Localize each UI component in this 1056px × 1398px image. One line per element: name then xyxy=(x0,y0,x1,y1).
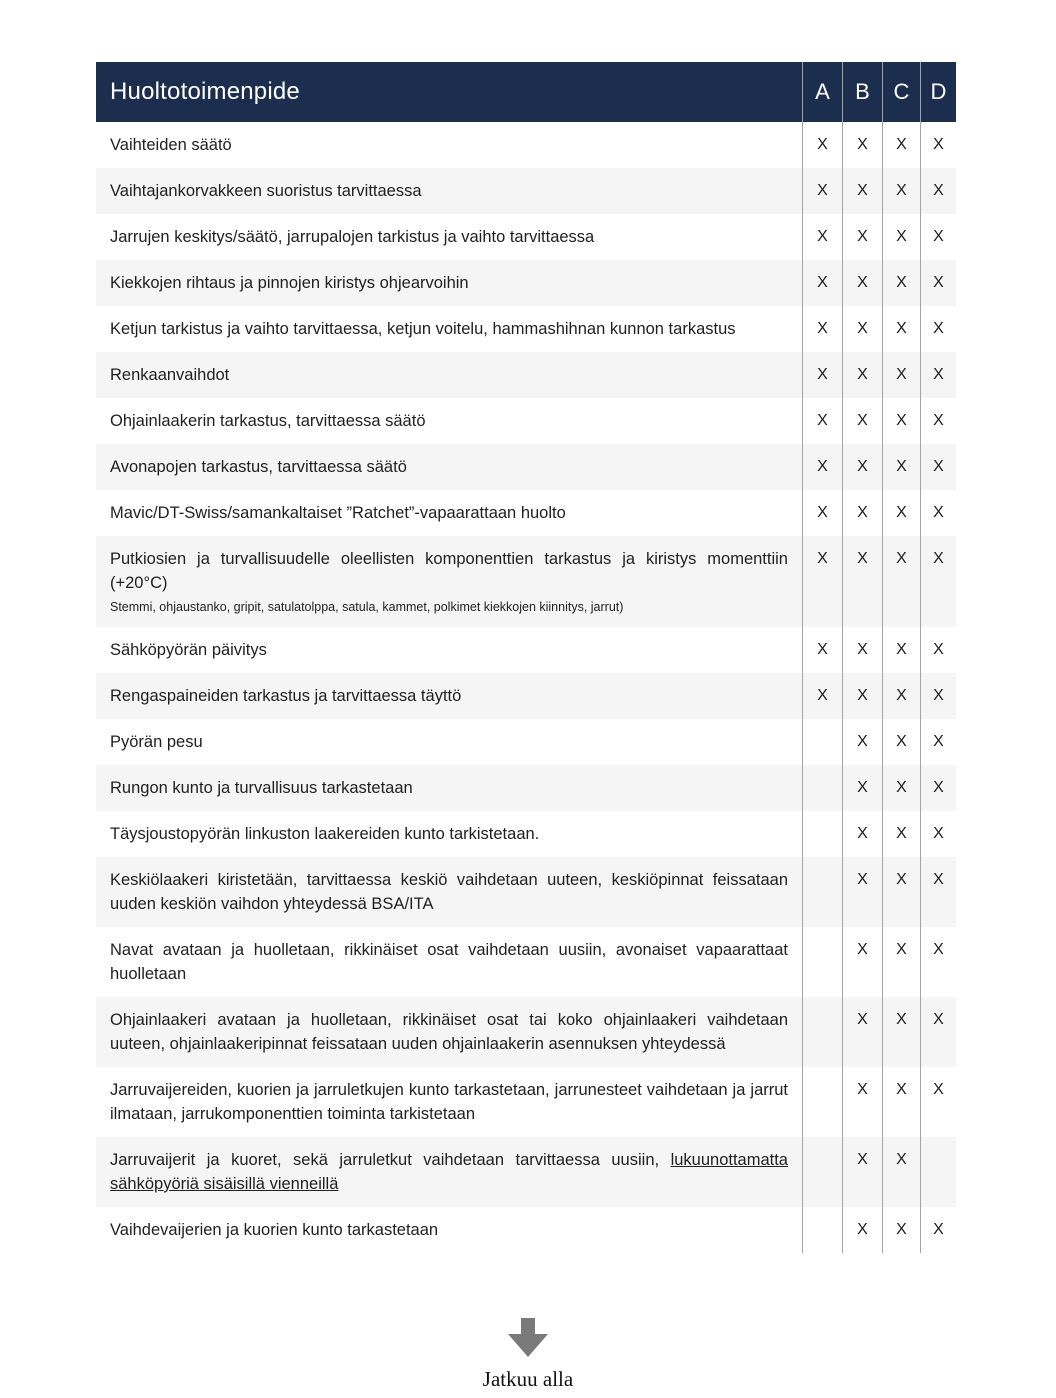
procedure-text: Renkaanvaihdot xyxy=(96,352,803,398)
mark-cell-c: X xyxy=(883,927,921,997)
mark-cell-a: X xyxy=(803,260,843,306)
mark-cell-c: X xyxy=(883,260,921,306)
mark-cell-c: X xyxy=(883,627,921,673)
mark-cell-b: X xyxy=(843,719,883,765)
column-header-b: B xyxy=(843,62,883,122)
down-arrow-icon xyxy=(506,1318,550,1358)
mark-cell-c: X xyxy=(883,122,921,168)
table-row xyxy=(96,444,956,490)
mark-cell-a: X xyxy=(803,536,843,627)
mark-cell-a: X xyxy=(803,352,843,398)
mark-cell-c: X xyxy=(883,997,921,1067)
mark-cell-c: X xyxy=(883,857,921,927)
procedure-text: Keskiölaakeri kiristetään, tarvittaessa keskiö vaihdetaan uuteen, keskiöpinnat feissataan uuden keskiön vaihdon yhteydessä BSA/ITA xyxy=(96,857,803,927)
mark-cell-b: X xyxy=(843,627,883,673)
procedure-text: Ohjainlaakeri avataan ja huolletaan, rikkinäiset osat tai koko ohjainlaakeri vaihdetaan uuteen, ohjainlaakeripinnat feissataan uuden ohjainlaakerin asennuksen yhteydessä xyxy=(96,997,803,1067)
mark-cell-b: X xyxy=(843,1207,883,1253)
mark-cell-d: X xyxy=(933,136,944,153)
procedure-text: Pyörän pesu xyxy=(96,719,803,765)
mark-cell-a: X xyxy=(803,214,843,260)
table-row xyxy=(96,1137,956,1207)
mark-cell-d: X xyxy=(933,641,944,658)
table-row xyxy=(96,1067,956,1137)
mark-cell-b: X xyxy=(843,857,883,927)
procedure-text: Mavic/DT-Swiss/samankaltaiset ”Ratchet”-vapaarattaan huolto xyxy=(96,490,803,536)
mark-cell-c: X xyxy=(883,214,921,260)
procedure-text: Täysjoustopyörän linkuston laakereiden kunto tarkistetaan. xyxy=(96,811,803,857)
column-header-a: A xyxy=(803,62,843,122)
table-row xyxy=(96,490,956,536)
procedure-text: Jarruvaijerit ja kuoret, sekä jarruletkut vaihdetaan tarvittaessa uusiin, lukuunottamatta sähköpyöriä sisäisillä vienneillä xyxy=(96,1137,803,1207)
mark-cell-d: X xyxy=(933,779,944,796)
column-header-d: D xyxy=(930,79,947,104)
mark-cell-d: X xyxy=(933,1011,944,1028)
footer xyxy=(0,1318,1056,1392)
mark-cell-c: X xyxy=(883,398,921,444)
mark-cell-a xyxy=(803,1207,843,1253)
mark-cell-c: X xyxy=(883,490,921,536)
mark-cell-b: X xyxy=(843,490,883,536)
mark-cell-b: X xyxy=(843,927,883,997)
procedure-text: Putkiosien ja turvallisuudelle oleellisten komponenttien tarkastus ja kiristys momenttiin (+20°C) Stemmi, ohjaustanko, gripit, satulatolppa, satula, kammet, polkimet kiekkojen kiinnitys, jarrut) xyxy=(96,536,803,627)
table-row xyxy=(96,627,956,673)
table-row xyxy=(96,214,956,260)
mark-cell-c: X xyxy=(883,811,921,857)
mark-cell-a: X xyxy=(803,168,843,214)
procedure-text: Vaihdevaijerien ja kuorien kunto tarkastetaan xyxy=(96,1207,803,1253)
table-row xyxy=(96,997,956,1067)
mark-cell-b: X xyxy=(843,306,883,352)
mark-cell-d: X xyxy=(933,687,944,704)
mark-cell-c: X xyxy=(883,673,921,719)
mark-cell-a: X xyxy=(803,673,843,719)
table-row xyxy=(96,168,956,214)
table-row xyxy=(96,398,956,444)
mark-cell-a: X xyxy=(803,490,843,536)
mark-cell-a: X xyxy=(803,444,843,490)
mark-cell-c: X xyxy=(883,1207,921,1253)
table-row xyxy=(96,811,956,857)
mark-cell-d: X xyxy=(933,1221,944,1238)
mark-cell-b: X xyxy=(843,765,883,811)
mark-cell-b: X xyxy=(843,352,883,398)
mark-cell-a xyxy=(803,997,843,1067)
table-row xyxy=(96,260,956,306)
procedure-text: Navat avataan ja huolletaan, rikkinäiset osat vaihdetaan uusiin, avonaiset vapaarattaat huolletaan xyxy=(96,927,803,997)
continue-label: Jatkuu alla xyxy=(482,1367,574,1391)
table-row xyxy=(96,765,956,811)
mark-cell-d: X xyxy=(933,550,944,567)
procedure-note: Stemmi, ohjaustanko, gripit, satulatolppa, satula, kammet, polkimet kiekkojen kiinnitys, jarrut) xyxy=(110,600,624,614)
mark-cell-d: X xyxy=(933,504,944,521)
procedure-text: Rengaspaineiden tarkastus ja tarvittaessa täyttö xyxy=(96,673,803,719)
table-row xyxy=(96,122,956,168)
table-row xyxy=(96,857,956,927)
mark-cell-c: X xyxy=(883,536,921,627)
mark-cell-d: X xyxy=(933,825,944,842)
mark-cell-c: X xyxy=(883,1067,921,1137)
table-header xyxy=(96,62,956,122)
mark-cell-b: X xyxy=(843,536,883,627)
mark-cell-a xyxy=(803,811,843,857)
table-row xyxy=(96,673,956,719)
mark-cell-a xyxy=(803,719,843,765)
procedure-text: Kiekkojen rihtaus ja pinnojen kiristys ohjearvoihin xyxy=(96,260,803,306)
mark-cell-b: X xyxy=(843,168,883,214)
mark-cell-d: X xyxy=(933,458,944,475)
mark-cell-c: X xyxy=(883,765,921,811)
table-row xyxy=(96,306,956,352)
table-title: Huoltotoimenpide xyxy=(96,62,803,122)
mark-cell-c: X xyxy=(883,444,921,490)
table-body xyxy=(96,122,956,1253)
mark-cell-d: X xyxy=(933,871,944,888)
mark-cell-c: X xyxy=(883,168,921,214)
mark-cell-d: X xyxy=(933,1081,944,1098)
mark-cell-d: X xyxy=(933,228,944,245)
mark-cell-a xyxy=(803,1137,843,1207)
procedure-text: Jarruvaijereiden, kuorien ja jarruletkujen kunto tarkastetaan, jarrunesteet vaihdetaan ja jarrut ilmataan, jarrukomponenttien toiminta tarkistetaan xyxy=(96,1067,803,1137)
procedure-text: Avonapojen tarkastus, tarvittaessa säätö xyxy=(96,444,803,490)
service-table xyxy=(96,62,956,1253)
table-row xyxy=(96,927,956,997)
column-header-c: C xyxy=(883,62,921,122)
procedure-text: Ketjun tarkistus ja vaihto tarvittaessa, ketjun voitelu, hammashihnan kunnon tarkastus xyxy=(96,306,803,352)
mark-cell-d xyxy=(921,1137,956,1207)
mark-cell-d: X xyxy=(933,941,944,958)
mark-cell-b: X xyxy=(843,997,883,1067)
procedure-text: Rungon kunto ja turvallisuus tarkastetaan xyxy=(96,765,803,811)
mark-cell-b: X xyxy=(843,260,883,306)
mark-cell-c: X xyxy=(883,1137,921,1207)
mark-cell-a: X xyxy=(803,306,843,352)
mark-cell-b: X xyxy=(843,444,883,490)
mark-cell-c: X xyxy=(883,719,921,765)
mark-cell-b: X xyxy=(843,1137,883,1207)
table-row xyxy=(96,536,956,627)
table-row xyxy=(96,719,956,765)
mark-cell-a xyxy=(803,765,843,811)
mark-cell-d: X xyxy=(933,320,944,337)
mark-cell-d: X xyxy=(933,733,944,750)
mark-cell-a xyxy=(803,857,843,927)
mark-cell-d: X xyxy=(933,182,944,199)
mark-cell-a xyxy=(803,1067,843,1137)
mark-cell-c: X xyxy=(883,306,921,352)
procedure-text: Ohjainlaakerin tarkastus, tarvittaessa säätö xyxy=(96,398,803,444)
mark-cell-b: X xyxy=(843,1067,883,1137)
procedure-text: Vaihtajankorvakkeen suoristus tarvittaessa xyxy=(96,168,803,214)
procedure-text: Jarrujen keskitys/säätö, jarrupalojen tarkistus ja vaihto tarvittaessa xyxy=(96,214,803,260)
mark-cell-b: X xyxy=(843,673,883,719)
underlined-text: lukuunottamatta sähköpyöriä sisäisillä vienneillä xyxy=(110,1151,788,1193)
procedure-text: Vaihteiden säätö xyxy=(96,122,803,168)
mark-cell-b: X xyxy=(843,122,883,168)
mark-cell-d: X xyxy=(933,274,944,291)
table-row xyxy=(96,1207,956,1253)
mark-cell-a: X xyxy=(803,398,843,444)
procedure-text: Sähköpyörän päivitys xyxy=(96,627,803,673)
mark-cell-d: X xyxy=(933,412,944,429)
table-row xyxy=(96,352,956,398)
mark-cell-d: X xyxy=(933,366,944,383)
mark-cell-a: X xyxy=(803,122,843,168)
mark-cell-a: X xyxy=(803,627,843,673)
mark-cell-a xyxy=(803,927,843,997)
mark-cell-b: X xyxy=(843,811,883,857)
mark-cell-b: X xyxy=(843,214,883,260)
mark-cell-c: X xyxy=(883,352,921,398)
mark-cell-b: X xyxy=(843,398,883,444)
